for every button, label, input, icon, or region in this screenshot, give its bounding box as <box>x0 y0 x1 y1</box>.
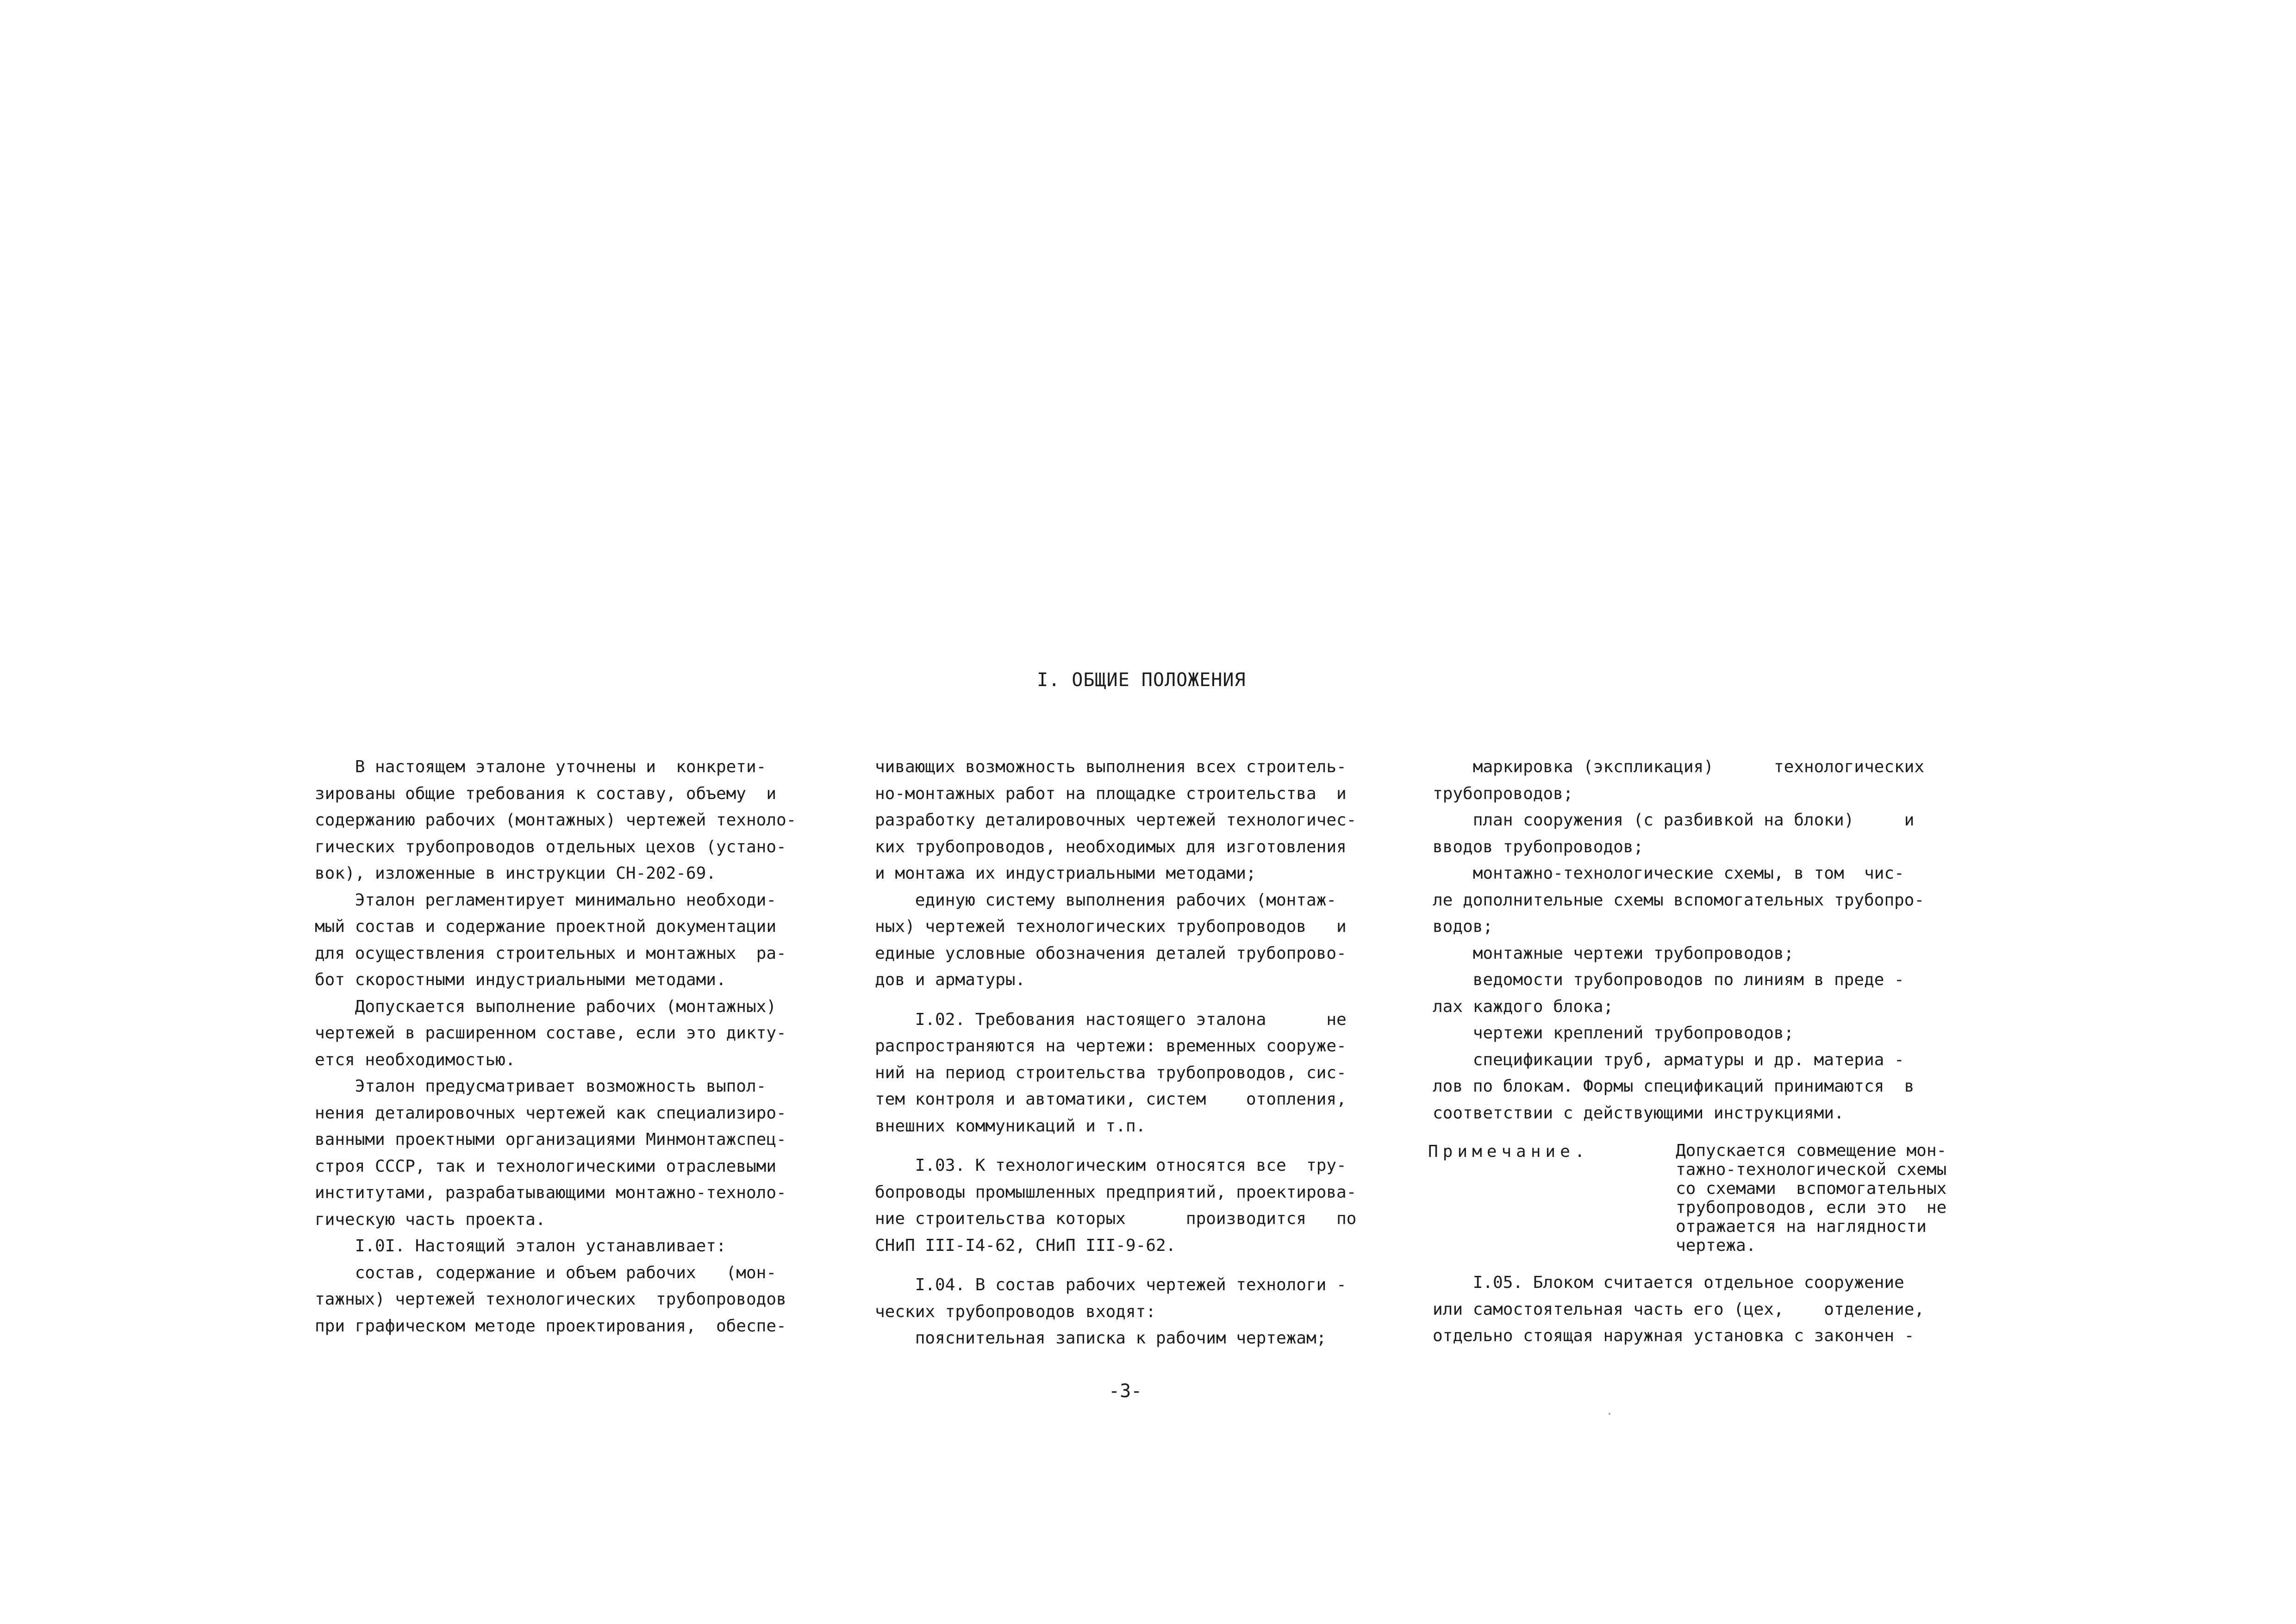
text-line: содержанию рабочих (монтажных) чертежей техноло- <box>315 811 797 830</box>
paragraph-gap <box>875 1259 1421 1272</box>
text-line: ких трубопроводов, необходимых для изготовления <box>875 837 1347 856</box>
text-line: чертежи креплений трубопроводов; <box>1433 1024 1794 1043</box>
text-line: спецификации труб, арматуры и др. материа - <box>1433 1050 1904 1069</box>
text-line: ванными проектными организациями Минмонтажспец- <box>315 1130 786 1149</box>
text-line: строя СССР, так и технологическими отраслевыми <box>315 1156 776 1176</box>
text-line: пояснительная записка к рабочим чертежам; <box>875 1329 1327 1348</box>
text-line: лов по блокам. Формы спецификаций принимаются в <box>1433 1077 1915 1096</box>
text-line: разработку деталировочных чертежей технологичес- <box>875 811 1357 830</box>
text-line: маркировка (экспликация) технологических <box>1433 757 1925 776</box>
note-line: тажно-технологической схемы <box>1676 1160 1947 1179</box>
text-line: состав, содержание и объем рабочих (мон- <box>315 1263 776 1282</box>
text-line: Эталон регламентирует минимально необходи- <box>315 890 776 910</box>
text-line: СНиП III-I4-62, СНиП III-9-62. <box>875 1236 1176 1255</box>
text-line: мый состав и содержание проектной документации <box>315 917 776 936</box>
note-label: Примечание. <box>1428 1142 1590 1161</box>
text-line: отдельно стоящая наружная установка с закончен - <box>1433 1326 1915 1345</box>
text-line: вводов трубопроводов; <box>1433 837 1644 856</box>
text-line: внешних коммуникаций и т.п. <box>875 1116 1146 1136</box>
text-line: при графическом методе проектирования, обеспе- <box>315 1316 786 1336</box>
text-line: гическую часть проекта. <box>315 1210 546 1229</box>
text-line: ется необходимостью. <box>315 1050 516 1069</box>
text-line: соответствии с действующими инструкциями. <box>1433 1103 1844 1123</box>
page-number: -3- <box>1109 1380 1142 1402</box>
text-line: I.02. Требования настоящего эталона не <box>875 1010 1347 1029</box>
paragraph-gap <box>875 1139 1421 1152</box>
text-line: ных) чертежей технологических трубопроводов и <box>875 917 1347 936</box>
note-line: трубопроводов, если это не <box>1676 1198 1947 1217</box>
text-line: гических трубопроводов отдельных цехов (устано- <box>315 837 786 856</box>
text-line: I.05. Блоком считается отдельное сооружение <box>1433 1273 1904 1292</box>
text-column-2 <box>875 754 1421 1352</box>
text-line: зированы общие требования к составу, объему и <box>315 784 776 803</box>
note-line: чертежа. <box>1676 1236 1756 1255</box>
text-line: дов и арматуры. <box>875 970 1026 989</box>
text-line: I.04. В состав рабочих чертежей технологи - <box>875 1275 1347 1294</box>
note-block <box>1428 1141 1979 1255</box>
text-line: и монтажа их индустриальными методами; <box>875 864 1256 883</box>
text-line: единую систему выполнения рабочих (монтаж- <box>875 890 1336 910</box>
text-line: тем контроля и автоматики, систем отопления, <box>875 1090 1347 1109</box>
text-line: лах каждого блока; <box>1433 997 1614 1016</box>
text-line: I.0I. Настоящий эталон устанавливает: <box>315 1237 726 1255</box>
text-line: водов; <box>1433 917 1493 936</box>
text-line: В настоящем эталоне уточнены и конкрети- <box>315 757 767 776</box>
text-line: единые условные обозначения деталей трубопрово- <box>875 943 1347 963</box>
text-column-3 <box>1428 754 1979 1349</box>
text-line: I.03. К технологическим относятся все тру- <box>875 1156 1347 1175</box>
text-line: бопроводы промышленных предприятий, проектирова- <box>875 1182 1357 1202</box>
text-line: Эталон предусматривает возможность выпол- <box>315 1077 767 1096</box>
text-line: для осуществления строительных и монтажных ра- <box>315 943 786 963</box>
text-line: план сооружения (с разбивкой на блоки) и <box>1433 811 1915 830</box>
text-line: бот скоростными индустриальными методами. <box>315 970 726 989</box>
text-line: нения деталировочных чертежей как специализиро- <box>315 1103 786 1123</box>
text-line: или самостоятельная часть его (цех, отделение, <box>1433 1299 1925 1319</box>
text-line: ческих трубопроводов входят: <box>875 1302 1156 1321</box>
page-title: I. ОБЩИЕ ПОЛОЖЕНИЯ <box>1037 669 1246 691</box>
text-line: ведомости трубопроводов по линиям в преде - <box>1433 970 1904 989</box>
note-line: Допускается совмещение мон- <box>1676 1141 1947 1160</box>
text-line: чивающих возможность выполнения всех строитель- <box>875 757 1347 776</box>
text-line: трубопроводов; <box>1433 784 1573 803</box>
text-line: ние строительства которых производится по <box>875 1209 1357 1228</box>
text-line: распространяются на чертежи: временных сооруже- <box>875 1037 1347 1056</box>
text-line: ний на период строительства трубопроводов, сис- <box>875 1063 1347 1082</box>
note-line: отражается на наглядности <box>1676 1217 1927 1236</box>
text-line: ле дополнительные схемы вспомогательных трубопро- <box>1433 890 1925 910</box>
text-line: монтажные чертежи трубопроводов; <box>1433 943 1794 963</box>
paragraph-gap <box>875 993 1421 1006</box>
text-line: вок), изложенные в инструкции СН-202-69. <box>315 864 716 883</box>
text-line: чертежей в расширенном составе, если это дикту- <box>315 1024 786 1043</box>
text-line: но-монтажных работ на площадке строительства и <box>875 784 1347 803</box>
text-line: Допускается выполнение рабочих (монтажных) <box>315 997 776 1016</box>
scan-speck <box>1609 1413 1610 1415</box>
note-text <box>1676 1141 2028 1255</box>
text-line: тажных) чертежей технологических трубопроводов <box>315 1290 786 1309</box>
text-line: институтами, разрабатывающими монтажно-техноло- <box>315 1183 786 1202</box>
text-line: монтажно-технологические схемы, в том чис- <box>1433 864 1904 883</box>
text-column-1 <box>315 754 861 1339</box>
note-line: со схемами вспомогательных <box>1676 1179 1947 1198</box>
